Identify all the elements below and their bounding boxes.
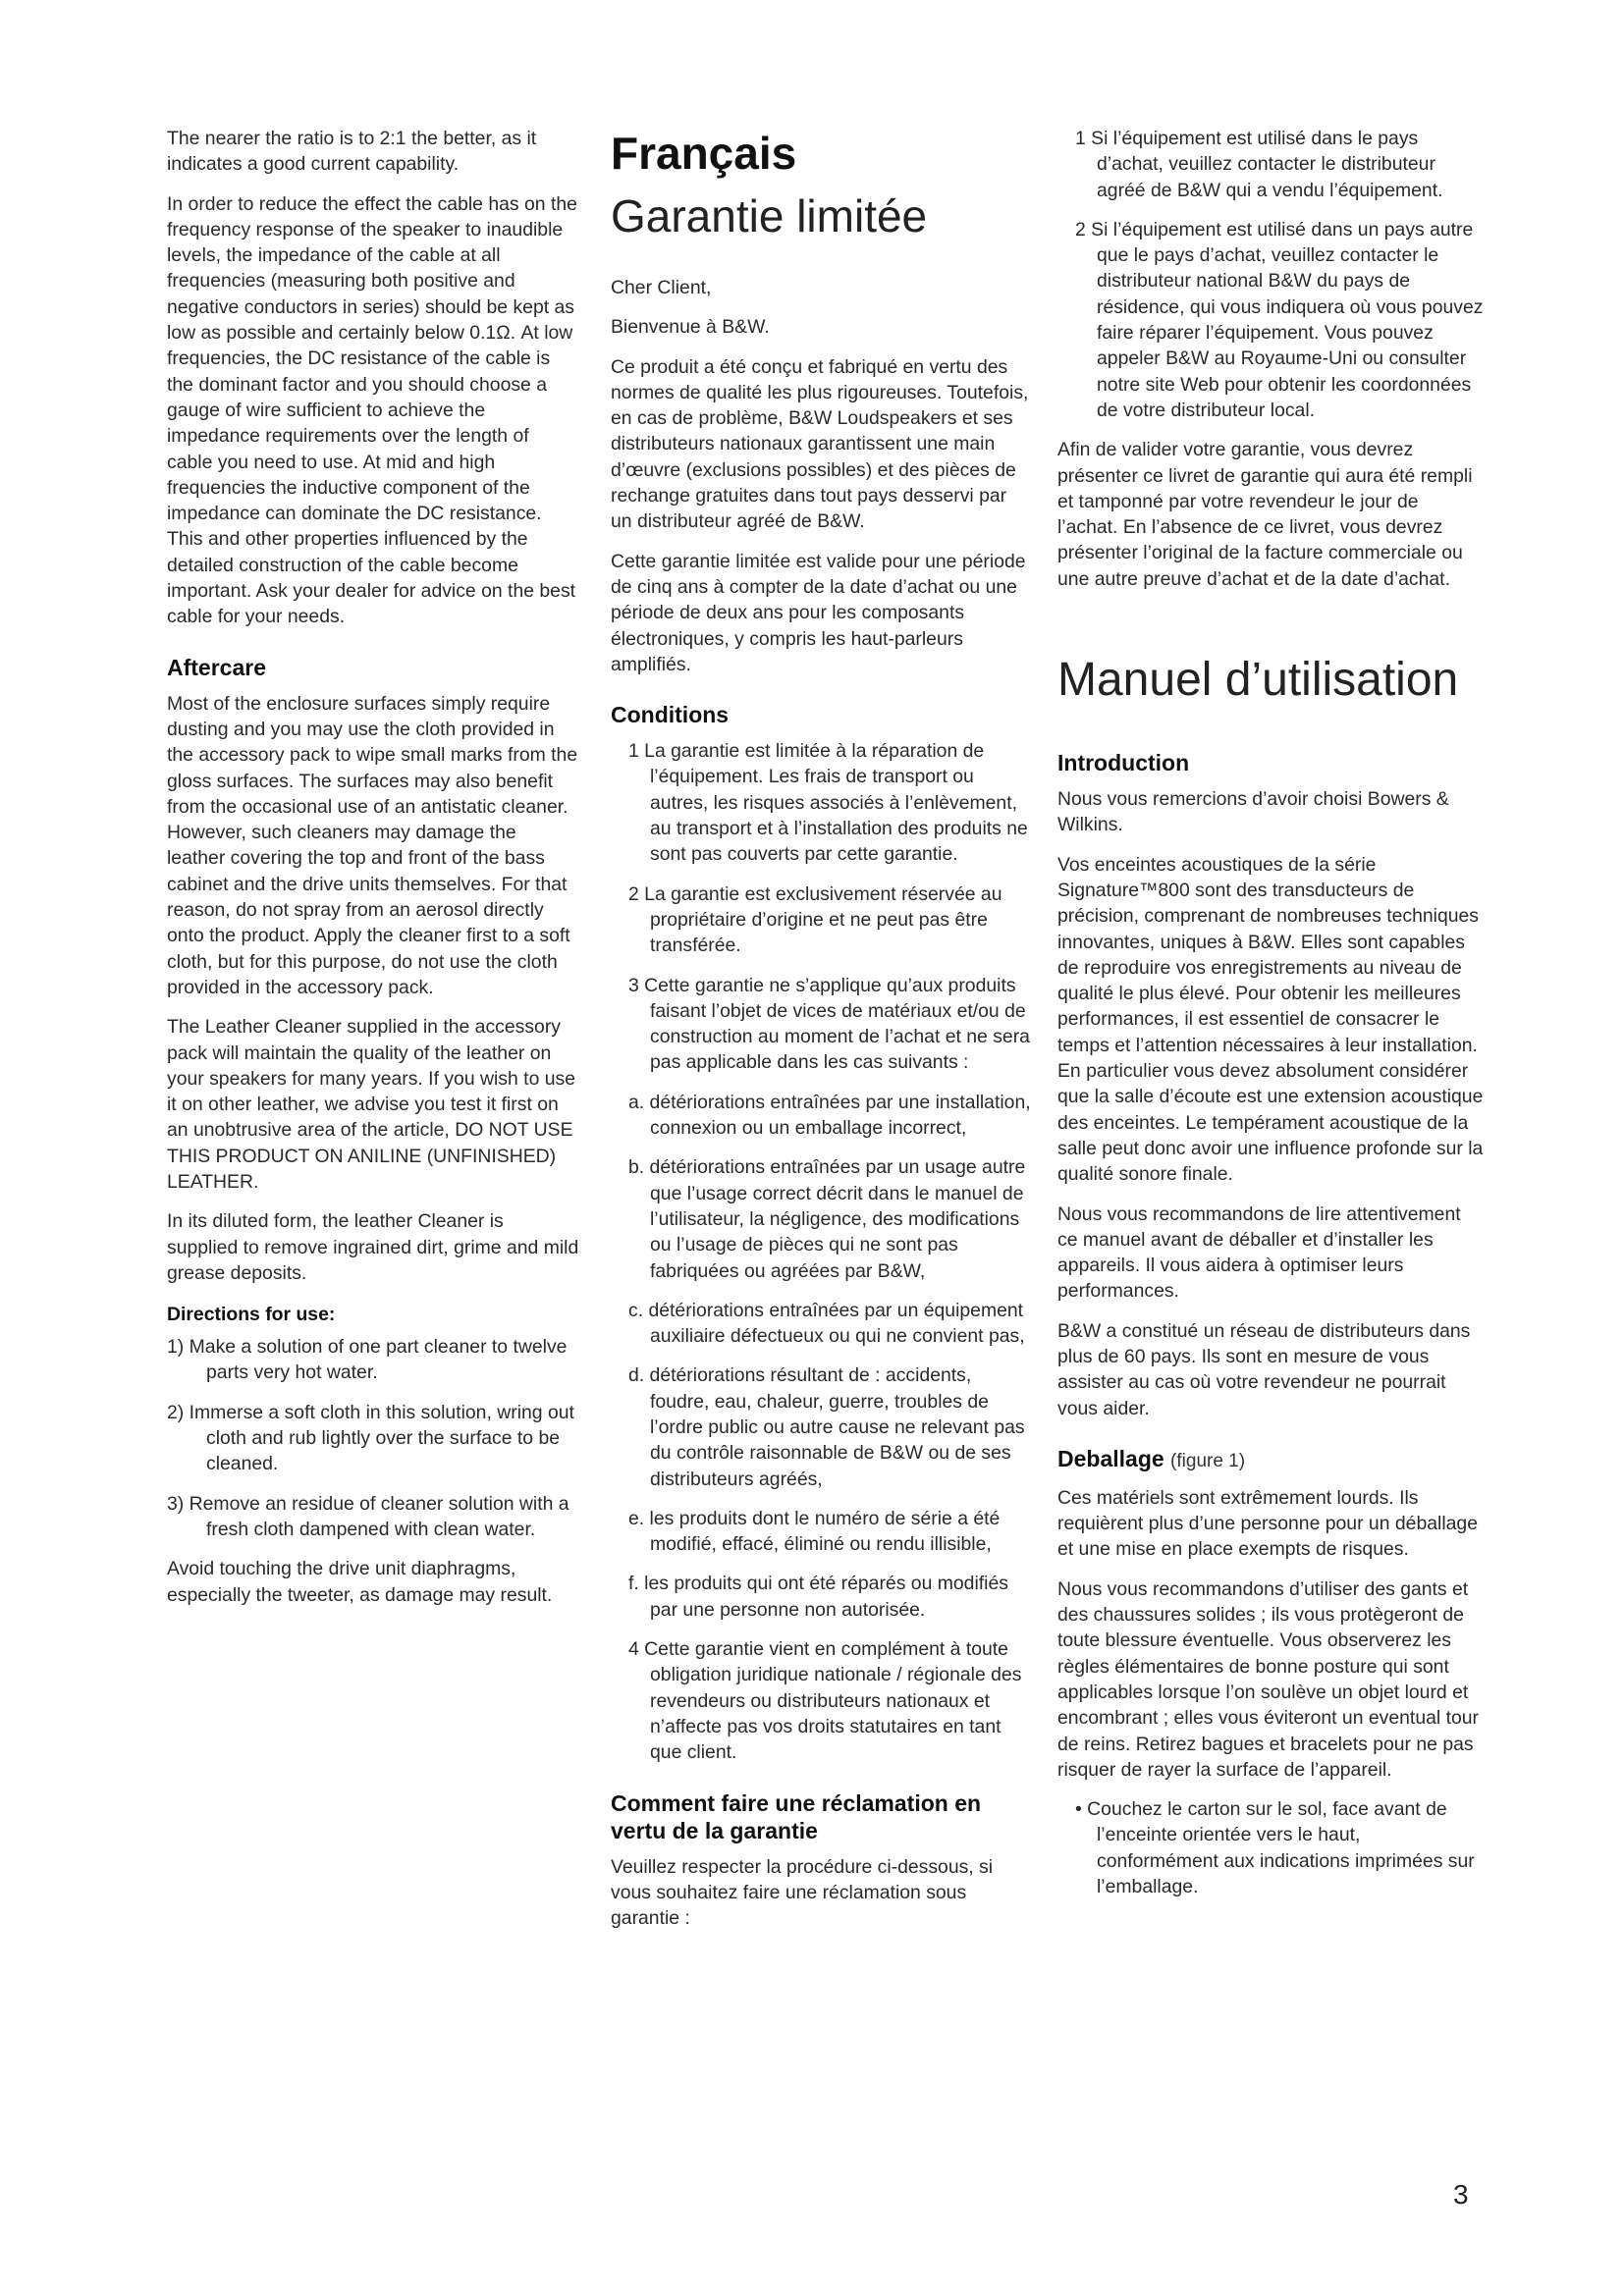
paragraph-leather-cleaner: The Leather Cleaner supplied in the accessory pack will maintain the quality of the leather on your speakers for many years. If you wish to use it on other leather, we advise you test it first on an unobtrusive area of the article, DO NOT USE THIS PRODUCT ON ANILINE (UNFINISHED) LEATHER. [167,1016,575,1193]
column-left [167,126,579,1622]
paragraph-product-quality: Ce produit a été conçu et fabriqué en vertu des normes de qualité les plus rigoureuses. Toutefois, en cas de problème, B&W Loudspeakers et ses distributeurs nationaux garantissent une main d’œuvre (exclusions possibles) et des pièces de rechange gratuites dans tout pays desservi par un distributeur agréé de B&W. [611,355,1029,533]
manual-title: Manuel d’utilisation [1057,654,1459,707]
paragraph-ratio: The nearer the ratio is to 2:1 the better, as it indicates a good current capability. [167,128,537,176]
paragraph-avoid-touching: Avoid touching the drive unit diaphragms, especially the tweeter, as damage may result. [167,1558,553,1606]
warranty-title: Garantie limitée [611,190,928,241]
condition-item-d: d. détériorations résultant de : accidents, foudre, eau, chaleur, guerre, troubles de l’ordre public ou autre cause ne relevant pas du contrôle raisonnable de B&W ou de ses distributeurs agréés, [628,1364,1025,1490]
paragraph-warranty-period: Cette garantie limitée est valide pour une période de cinq ans à compter de la date d’achat ou une période de deux ans pour les composants électroniques, y compris les haut-parleurs amplifiés. [611,550,1026,675]
condition-item-f: f. les produits qui ont été réparés ou modifiés par une personne non autorisée. [628,1573,1008,1621]
heading-aftercare: Aftercare [167,654,266,680]
claim-step-1: 1 Si l’équipement est utilisé dans le pays d’achat, veuillez contacter le distributeur agréé de B&W qui a vendu l’équipement. [1075,128,1443,201]
condition-item-b: b. détériorations entraînées par un usage autre que l’usage correct décrit dans le manuel de l’utilisateur, la négligence, des modifications ou l’usage de pièces qui ne sont pas fabriquées ou agréées par B&W, [628,1156,1026,1282]
paragraph-distributors: B&W a constitué un réseau de distributeurs dans plus de 60 pays. Ils sont en mesure de vous assister au cas où votre revendeur ne pourrait vous aider. [1057,1319,1471,1419]
heading-unpacking-label: Deballage [1057,1445,1164,1471]
heading-claim: Comment faire une réclamation en vertu de la garantie [611,1789,982,1843]
condition-item-e: e. les produits dont le numéro de série a été modifié, effacé, éliminé ou rendu illisible, [628,1507,1001,1556]
figure-reference: (figure 1) [1170,1450,1246,1471]
page-number: 3 [1453,2179,1469,2210]
bullet-lay-carton: • Couchez le carton sur le sol, face avant de l’enceinte orientée vers le haut, conformément aux indications imprimées sur l’emballage. [1075,1798,1475,1898]
condition-item-3: 3 Cette garantie ne s’applique qu’aux produits faisant l’objet de vices de matériaux et/ou de construction au moment de l’achat et ne sera pas applicable dans les cas suivants : [628,974,1030,1074]
direction-item-3: 3) Remove an residue of cleaner solution with a fresh cloth dampened with clean water. [167,1492,569,1540]
heading-introduction: Introduction [1057,750,1190,776]
paragraph-validate-warranty: Afin de valider votre garantie, vous devrez présenter ce livret de garantie qui aura été rempli et tamponné par votre revendeur le jour de l’achat. En l’absence de ce livret, vous devrez présenter l’original de la facture commerciale ou une autre preuve d’achat et de la date d’achat. [1057,439,1473,590]
paragraph-signature-series: Vos enceintes acoustiques de la série Signature™800 sont des transducteurs de précision, comprenant de nombreuses techniques innovantes, uniques à B&W. Elles sont capables de reproduire vos enregistrements au niveau de qualité le plus élevé. Pour obtenir les meilleures performances, il est essentiel de consacrer le temps et l’attention nécessaires à leur installation. En particulier vous devez absolument considérer que la salle d’écoute est une extension acoustique des enceintes. Le tempérament acoustique de la salle peut donc avoir une influence profonde sur la qualité sonore finale. [1057,853,1484,1186]
greeting: Cher Client, [611,277,712,298]
condition-item-1: 1 La garantie est limitée à la réparation de l’équipement. Les frais de transport ou autres, les risques associés à l’enlèvement, au transport et à l’installation des produits ne sont pas couverts par cette garantie. [628,740,1028,866]
paragraph-read-manual: Nous vous recommandons de lire attentivement ce manuel avant de déballer et d’installer les appareils. Il vous aidera à optimiser leurs performances. [1057,1202,1461,1303]
condition-item-a: a. détériorations entraînées par une installation, connexion ou un emballage incorrect, [628,1091,1031,1140]
claim-step-2: 2 Si l’équipement est utilisé dans un pays autre que le pays d’achat, veuillez contacter le distributeur national B&W du pays de résidence, qui vous indiquera où vous pouvez faire réparer l’équipement. Vous pouvez appeler B&W au Royaume-Uni ou consulter notre site Web pour obtenir les coordonnées de votre distributeur local. [1075,218,1484,421]
column-right [1057,126,1484,1913]
condition-item-c: c. détériorations entraînées par un équipement auxiliaire défectueux ou qui ne convient pas, [628,1299,1025,1348]
paragraph-enclosure-care: Most of the enclosure surfaces simply require dusting and you may use the cloth provided in the accessory pack to wipe small marks from the gloss surfaces. The surfaces may also benefit from the occasional use of an antistatic cleaner. However, such cleaners may damage the leather covering the top and front of the bass cabinet and the drive units themselves. For that reason, do not spray from an aerosol directly onto the product. Apply the cleaner first to a soft cloth, but for this purpose, do not use the cloth provided in the accessory pack. [167,692,578,998]
paragraph-cable-impedance: In order to reduce the effect the cable has on the frequency response of the speaker to inaudible levels, the impedance of the cable at all frequencies (measuring both positive and negative conductors in series) should be kept as low as possible and certainly below 0.1Ω. At low frequencies, the DC resistance of the cable is the dominant factor and you should choose a gauge of wire sufficient to achieve the impedance requirements over the length of cable you need to use. At mid and high frequencies the inductive component of the impedance can dominate the DC resistance. This and other properties influenced by the detailed construction of the cable become important. Ask your dealer for advice on the best cable for your needs. [167,192,577,628]
direction-item-2: 2) Immerse a soft cloth in this solution, wring out cloth and rub lightly over the surface to be cleaned. [167,1401,574,1475]
condition-item-4: 4 Cette garantie vient en complément à toute obligation juridique nationale / régionale des revendeurs ou distributeurs nationaux et n’affecte pas vos droits statutaires en tant que client. [628,1638,1022,1764]
paragraph-thanks: Nous vous remercions d’avoir choisi Bowers & Wilkins. [1057,788,1449,836]
paragraph-heavy-equipment: Ces matériels sont extrêmement lourds. Ils requièrent plus d’une personne pour un déballage et une mise en place exempts de risques. [1057,1486,1478,1561]
condition-item-2: 2 La garantie est exclusivement réservée au propriétaire d’origine et ne peut pas être transférée. [628,882,1002,957]
column-middle [611,126,1031,1945]
paragraph-diluted-form: In its diluted form, the leather Cleaner is supplied to remove ingrained dirt, grime and mild grease deposits. [167,1210,579,1284]
paragraph-safety: Nous vous recommandons d’utiliser des gants et des chaussures solides ; ils vous protègeront de toute blessure éventuelle. Vous observerez les règles élémentaires de bonne posture qui sont applicables lorsque l’on soulève un objet lourd et encombrant ; elles vous éviteront un eventual tour de reins. Retirez bagues et bracelets pour ne pas risquer de rayer la surface de l’appareil. [1057,1577,1479,1781]
language-title: Français [611,128,797,179]
paragraph-claim-procedure: Veuillez respecter la procédure ci-dessous, si vous souhaitez faire une réclamation sous garantie : [611,1855,994,1930]
heading-unpacking [1057,1445,1484,1475]
direction-item-1: 1) Make a solution of one part cleaner to twelve parts very hot water. [167,1336,568,1384]
heading-conditions: Conditions [611,702,730,728]
welcome: Bienvenue à B&W. [611,316,770,339]
heading-directions: Directions for use: [167,1304,336,1326]
